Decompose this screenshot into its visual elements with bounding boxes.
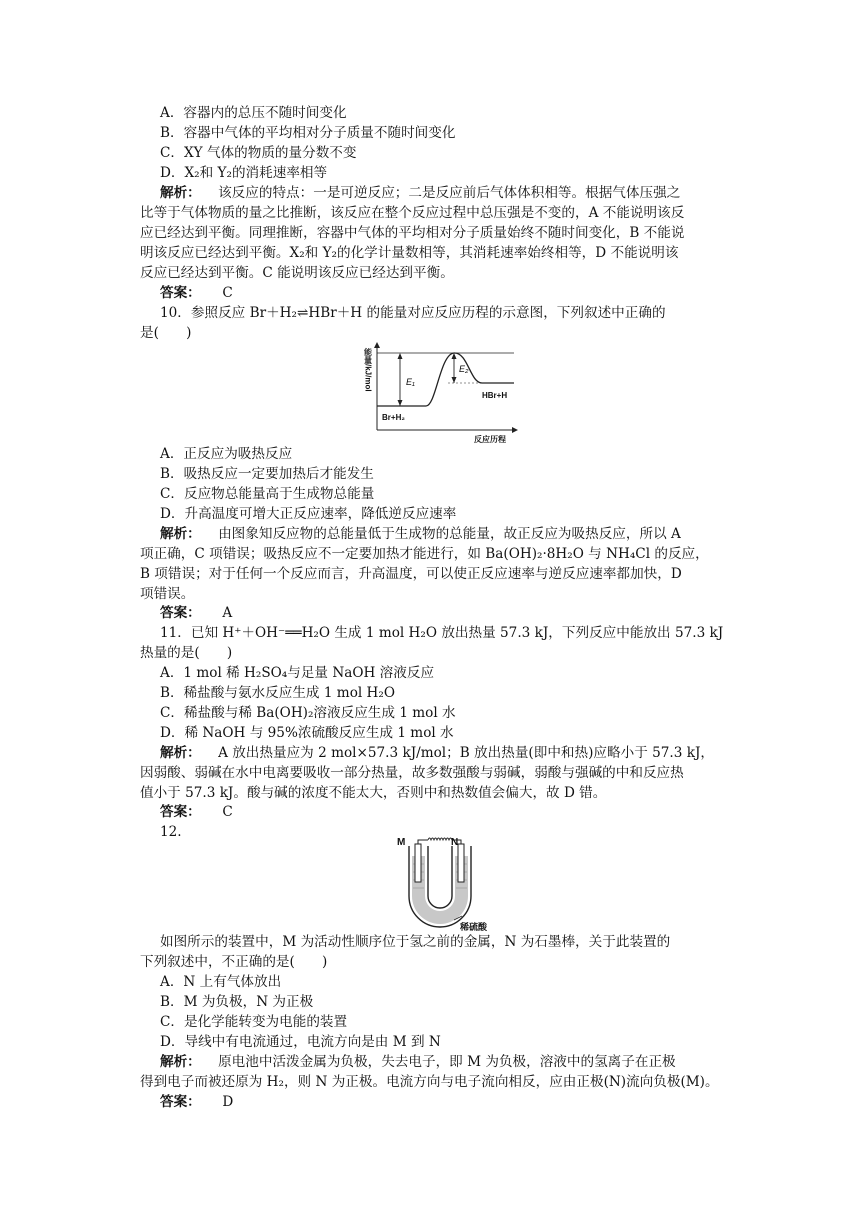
analysis-line: 值小于 57.3 kJ。酸与碱的浓度不能太大，否则中和热数值会偏大，故 D 错。 xyxy=(140,785,607,801)
electrode-m-label: M xyxy=(397,837,406,848)
answer-value: C xyxy=(222,804,233,820)
q10-option-d: D．升高温度可增大正反应速率，降低逆反应速率 xyxy=(160,506,457,522)
u-tube-cell-diagram xyxy=(392,834,492,934)
q11-answer xyxy=(160,802,760,822)
answer-label: 答案： xyxy=(160,1094,201,1110)
analysis-label: 解析： xyxy=(160,1054,201,1070)
analysis-line: B 项错误；对于任何一个反应而言，升高温度，可以使正反应速率与逆反应速率都加快，D xyxy=(140,566,682,582)
q11-option-a: A．1 mol 稀 H₂SO₄与足量 NaOH 溶液反应 xyxy=(160,665,435,681)
y-axis-label: 能量/kJ/mol xyxy=(363,348,373,392)
analysis-line: 项正确，C 项错误；吸热反应不一定要加热才能进行，如 Ba(OH)₂·8H₂O 与 NH₄Cl 的反应， xyxy=(140,546,709,562)
product-label: HBr+H xyxy=(482,391,508,400)
q9-option-a: A．容器内的总压不随时间变化 xyxy=(160,105,347,121)
answer-label: 答案： xyxy=(160,285,201,301)
answer-label: 答案： xyxy=(160,605,201,621)
q10-option-c: C．反应物总能量高于生成物总能量 xyxy=(160,486,375,502)
q10-analysis xyxy=(160,524,760,544)
analysis-line: 反应已经达到平衡。C 能说明该反应已经达到平衡。 xyxy=(140,265,454,281)
analysis-line: 因弱酸、弱碱在水中电离要吸收一部分热量，故多数强酸与弱碱，弱酸与强碱的中和反应热 xyxy=(140,765,684,781)
q9-option-d: D．X₂和 Y₂的消耗速率相等 xyxy=(160,165,328,181)
answer-label: 答案： xyxy=(160,804,201,820)
e1-label: E₁ xyxy=(406,377,415,387)
q9-option-b: B．容器中气体的平均相对分子质量不随时间变化 xyxy=(160,125,456,141)
analysis-line: A 放出热量应为 2 mol×57.3 kJ/mol；B 放出热量(即中和热)应略小于 57.3 kJ， xyxy=(218,745,714,761)
q12-option-a: A．N 上有气体放出 xyxy=(160,974,282,990)
e2-label: E₂ xyxy=(459,364,469,374)
q9-analysis xyxy=(160,183,760,203)
q11-stem-cont: 热量的是( ) xyxy=(140,645,233,661)
q12-answer xyxy=(160,1092,760,1112)
q11-stem: 11．已知 H⁺＋OH⁻══H₂O 生成 1 mol H₂O 放出热量 57.3 kJ，下列反应中能放出 57.3 kJ xyxy=(160,625,724,641)
energy-profile-diagram xyxy=(362,340,532,445)
q9-option-c: C．XY 气体的物质的量分数不变 xyxy=(160,145,357,161)
answer-value: D xyxy=(222,1094,234,1110)
analysis-line: 项错误。 xyxy=(140,586,195,602)
analysis-line: 该反应的特点：一是可逆反应；二是反应前后气体体积相等。根据气体压强之 xyxy=(218,185,681,201)
q10-stem: 10．参照反应 Br＋H₂⇌HBr＋H 的能量对应反应历程的示意图，下列叙述中正确的 xyxy=(160,305,666,321)
analysis-label: 解析： xyxy=(160,185,201,201)
q12-option-c: C．是化学能转变为电能的装置 xyxy=(160,1014,348,1030)
analysis-label: 解析： xyxy=(160,745,201,761)
q10-option-a: A．正反应为吸热反应 xyxy=(160,446,293,462)
q10-stem-cont: 是( ) xyxy=(140,325,192,341)
analysis-label: 解析： xyxy=(160,526,201,542)
analysis-line: 明该反应已经达到平衡。X₂和 Y₂的化学计量数相等，其消耗速率始终相等，D 不能说明该 xyxy=(140,245,679,261)
q10-answer xyxy=(160,603,760,623)
analysis-line: 原电池中活泼金属为负极，失去电子，即 M 为负极，溶液中的氢离子在正极 xyxy=(218,1054,676,1070)
analysis-line: 应已经达到平衡。同理推断，容器中气体的平均相对分子质量始终不随时间变化，B 不能说 xyxy=(140,225,685,241)
q11-option-d: D．稀 NaOH 与 95%浓硫酸反应生成 1 mol 水 xyxy=(160,725,454,741)
q11-option-c: C．稀盐酸与稀 Ba(OH)₂溶液反应生成 1 mol 水 xyxy=(160,705,456,721)
analysis-line: 得到电子而被还原为 H₂，则 N 为正极。电流方向与电子流向相反，应由正极(N)流向负极(M)。 xyxy=(140,1074,719,1090)
reactant-label: Br+H₂ xyxy=(382,413,405,422)
solution-label: 稀硫酸 xyxy=(460,922,488,932)
x-axis-label: 反应历程 xyxy=(474,435,506,444)
q12-stem: 如图所示的装置中，M 为活动性顺序位于氢之前的金属，N 为石墨棒，关于此装置的 xyxy=(160,934,671,950)
q12-option-b: B．M 为负极，N 为正极 xyxy=(160,994,314,1010)
analysis-line: 比等于气体物质的量之比推断，该反应在整个反应过程中总压强是不变的，A 不能说明该反 xyxy=(140,205,685,221)
answer-value: C xyxy=(222,285,233,301)
q12-option-d: D．导线中有电流通过，电流方向是由 M 到 N xyxy=(160,1034,441,1050)
q11-option-b: B．稀盐酸与氨水反应生成 1 mol H₂O xyxy=(160,685,396,701)
q12-number: 12. xyxy=(160,824,182,840)
answer-value: A xyxy=(222,605,233,621)
analysis-line: 由图象知反应物的总能量低于生成物的总能量，故正反应为吸热反应，所以 A xyxy=(218,526,681,542)
electrode-n-label: N xyxy=(451,837,459,848)
q10-option-b: B．吸热反应一定要加热后才能发生 xyxy=(160,466,374,482)
q9-answer xyxy=(160,283,760,303)
q11-analysis xyxy=(160,743,760,763)
q12-analysis xyxy=(160,1052,760,1072)
q12-stem-cont: 下列叙述中，不正确的是( ) xyxy=(140,954,328,970)
